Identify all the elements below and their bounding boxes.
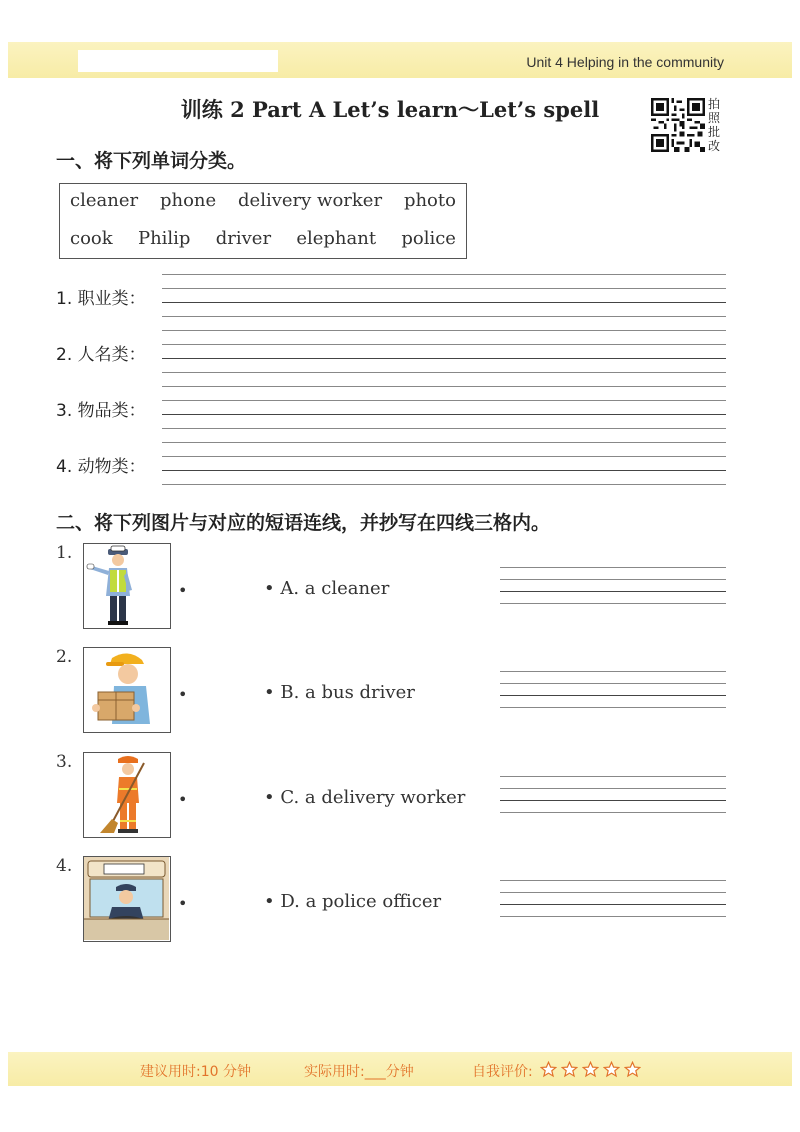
delivery-worker-picture	[83, 647, 171, 733]
writing-lines[interactable]	[500, 776, 726, 820]
word-item: police	[401, 228, 456, 249]
word-bank-row-1	[70, 190, 456, 211]
cleaner-picture	[83, 752, 171, 838]
category-row-3	[56, 384, 726, 440]
header-blank-area	[78, 50, 278, 72]
writing-lines[interactable]	[162, 384, 726, 434]
category-label: 2. 人名类：	[56, 345, 146, 365]
category-label: 3. 物品类：	[56, 401, 146, 421]
unit-label: Unit 4 Helping in the community	[526, 54, 724, 70]
word-item: cook	[70, 228, 113, 249]
category-row-1	[56, 272, 726, 328]
bus-driver-picture	[83, 856, 171, 942]
category-label: 1. 职业类：	[56, 289, 146, 309]
word-item: driver	[215, 228, 272, 249]
suggested-time: 建议用时:10 分钟	[140, 1064, 251, 1080]
match-item-2	[56, 647, 726, 737]
category-row-4	[56, 440, 726, 496]
section2-heading: 二、将下列图片与对应的短语连线，并抄写在四线三格内。	[56, 512, 551, 534]
qr-caption: 拍 照 批 改	[708, 97, 721, 153]
writing-lines[interactable]	[162, 328, 726, 378]
option-d[interactable]: • D. a police officer	[264, 891, 442, 912]
option-a[interactable]: • A. a cleaner	[264, 578, 390, 599]
self-evaluation-label: 自我评价:	[472, 1064, 533, 1080]
match-dot-left[interactable]: •	[178, 894, 188, 913]
word-item: elephant	[296, 228, 377, 249]
item-number: 1.	[56, 543, 73, 563]
item-number: 4.	[56, 856, 73, 876]
item-number: 2.	[56, 647, 73, 667]
writing-lines[interactable]	[162, 272, 726, 322]
word-bank	[59, 183, 467, 259]
option-b[interactable]: • B. a bus driver	[264, 682, 415, 703]
writing-lines[interactable]	[500, 671, 726, 715]
word-item: phone	[159, 190, 217, 211]
star-icon[interactable]	[603, 1061, 620, 1078]
match-dot-left[interactable]: •	[178, 581, 188, 600]
match-item-3	[56, 752, 726, 842]
star-icon[interactable]	[540, 1061, 557, 1078]
category-row-2	[56, 328, 726, 384]
police-officer-picture	[83, 543, 171, 629]
page-title: 训练 2 Part A Let’s learn～Let’s spell	[180, 97, 600, 122]
writing-lines[interactable]	[500, 880, 726, 924]
self-evaluation-stars	[540, 1061, 641, 1078]
star-icon[interactable]	[561, 1061, 578, 1078]
writing-lines[interactable]	[162, 440, 726, 490]
word-item: photo	[403, 190, 456, 211]
star-icon[interactable]	[624, 1061, 641, 1078]
actual-time: 实际用时:___分钟	[304, 1064, 414, 1080]
item-number: 3.	[56, 752, 73, 772]
match-item-4	[56, 856, 726, 946]
category-label: 4. 动物类：	[56, 457, 146, 477]
word-item: Philip	[137, 228, 191, 249]
word-item: cleaner	[70, 190, 139, 211]
match-item-1	[56, 543, 726, 633]
option-c[interactable]: • C. a delivery worker	[264, 787, 466, 808]
qr-code-icon[interactable]	[651, 98, 705, 152]
writing-lines[interactable]	[500, 567, 726, 611]
section1-heading: 一、将下列单词分类。	[56, 150, 247, 172]
match-dot-left[interactable]: •	[178, 685, 188, 704]
word-bank-row-2	[70, 228, 456, 249]
word-item: delivery worker	[238, 190, 383, 211]
match-dot-left[interactable]: •	[178, 790, 188, 809]
star-icon[interactable]	[582, 1061, 599, 1078]
